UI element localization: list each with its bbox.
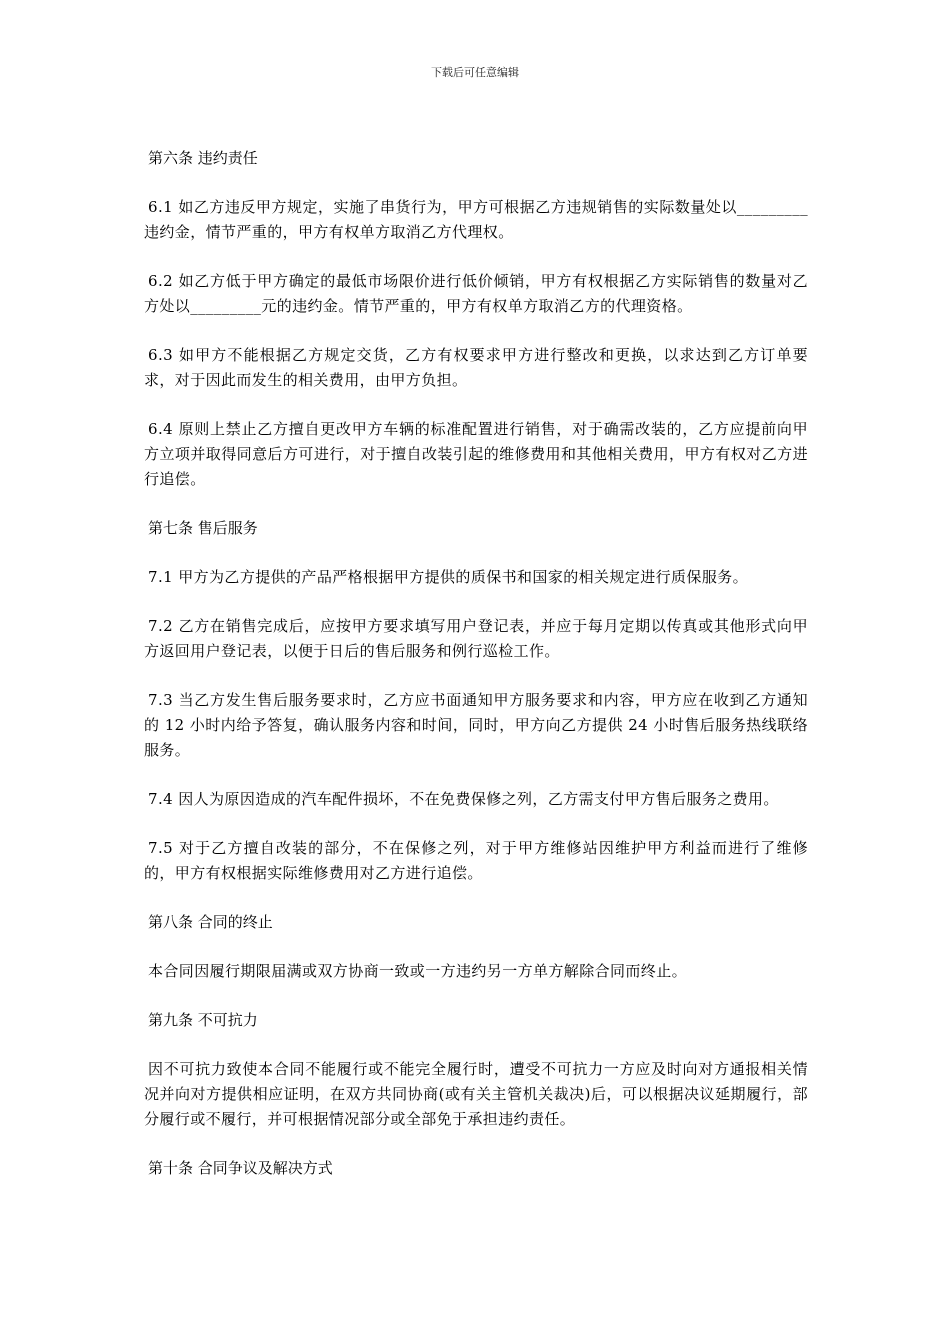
section-heading-9: 第九条 不可抗力 (148, 1011, 258, 1029)
section-heading-6: 第六条 违约责任 (148, 149, 258, 167)
clause-7-3: 7.3 当乙方发生售后服务要求时，乙方应书面通知甲方服务要求和内容，甲方应在收到乙方通知的 12 小时内给予答复，确认服务内容和时间，同时，甲方向乙方提供 24 小时售后服务热线联络服务。 (144, 691, 808, 759)
clause-7-4: 7.4 因人为原因造成的汽车配件损坏，不在免费保修之列，乙方需支付甲方售后服务之费用。 (148, 790, 779, 808)
page-header: 下载后可任意编辑 (431, 66, 519, 79)
clause-7-5: 7.5 对于乙方擅自改装的部分，不在保修之列，对于甲方维修站因维护甲方利益而进行了维修的，甲方有权根据实际维修费用对乙方进行追偿。 (144, 839, 808, 882)
clause-9-body: 因不可抗力致使本合同不能履行或不能完全履行时，遭受不可抗力一方应及时向对方通报相关情况并向对方提供相应证明，在双方共同协商(或有关主管机关裁决)后，可以根据决议延期履行，部分履行或不履行，并可根据情况部分或全部免于承担违约责任。 (144, 1060, 808, 1128)
clause-6-3: 6.3 如甲方不能根据乙方规定交货，乙方有权要求甲方进行整改和更换，以求达到乙方订单要求，对于因此而发生的相关费用，由甲方负担。 (144, 346, 808, 389)
clause-8-body: 本合同因履行期限届满或双方协商一致或一方违约另一方单方解除合同而终止。 (148, 962, 688, 980)
clause-7-2: 7.2 乙方在销售完成后，应按甲方要求填写用户登记表，并应于每月定期以传真或其他形式向甲方返回用户登记表，以便于日后的售后服务和例行巡检工作。 (144, 617, 808, 660)
section-heading-10: 第十条 合同争议及解决方式 (148, 1159, 333, 1177)
clause-6-2: 6.2 如乙方低于甲方确定的最低市场限价进行低价倾销，甲方有权根据乙方实际销售的数量对乙方处以_________元的违约金。情节严重的，甲方有权单方取消乙方的代理资格。 (144, 272, 808, 315)
document-body (144, 146, 808, 1205)
section-heading-7: 第七条 售后服务 (148, 519, 258, 537)
section-heading-8: 第八条 合同的终止 (148, 913, 273, 931)
clause-7-1: 7.1 甲方为乙方提供的产品严格根据甲方提供的质保书和国家的相关规定进行质保服务。 (148, 568, 749, 586)
clause-6-4: 6.4 原则上禁止乙方擅自更改甲方车辆的标准配置进行销售，对于确需改装的，乙方应提前向甲方立项并取得同意后方可进行，对于擅自改装引起的维修费用和其他相关费用，甲方有权对乙方进行追偿。 (144, 420, 808, 488)
clause-6-1: 6.1 如乙方违反甲方规定，实施了串货行为，甲方可根据乙方违规销售的实际数量处以_________违约金，情节严重的，甲方有权单方取消乙方代理权。 (144, 198, 808, 241)
